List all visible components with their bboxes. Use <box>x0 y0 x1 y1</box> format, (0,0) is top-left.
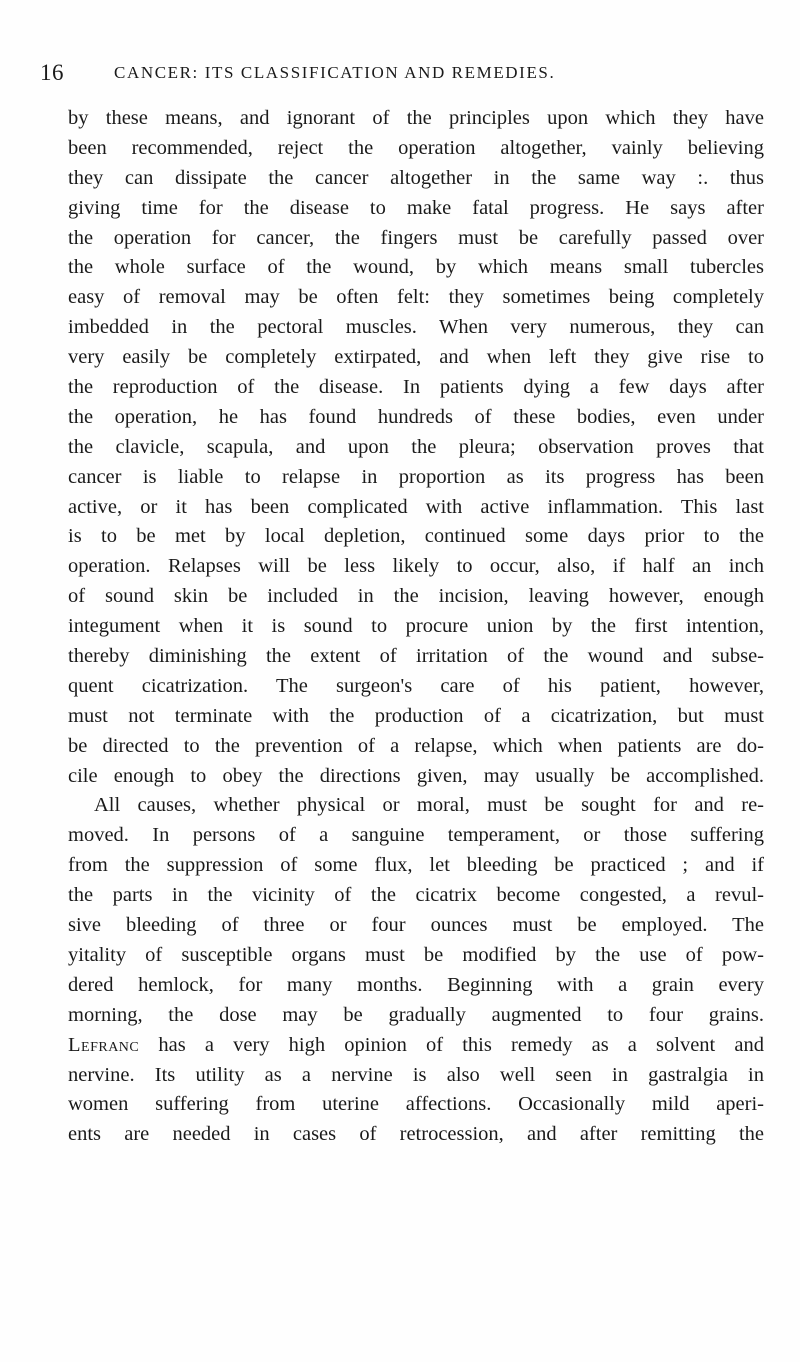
text-line: the reproduction of the disease. In patients dying a few days after <box>68 376 764 399</box>
text-line: the whole surface of the wound, by which means small tubercles <box>68 256 764 279</box>
text-line: quent cicatrization. The surgeon's care of his patient, however, <box>68 674 764 697</box>
text-line: women suffering from uterine affections. Occasionally mild aperi- <box>68 1093 764 1116</box>
text-line-with-name <box>68 1031 764 1061</box>
text-line: very easily be completely extirpated, and when left they give rise to <box>68 346 764 369</box>
running-head <box>40 60 764 90</box>
text-line: morning, the dose may be gradually augmented to four grains. <box>68 1003 764 1026</box>
text-line: operation. Relapses will be less likely to occur, also, if half an inch <box>68 555 764 578</box>
text-line: giving time for the disease to make fatal progress. He says after <box>68 196 764 219</box>
text-line: must not terminate with the production of a cicatrization, but must <box>68 704 764 727</box>
text-line: cile enough to obey the directions given, may usually be accomplished. <box>68 764 764 787</box>
page-number: 16 <box>40 60 64 85</box>
text-line: sive bleeding of three or four ounces must be employed. The <box>68 914 764 937</box>
text-line: thereby diminishing the extent of irritation of the wound and subse- <box>68 645 764 668</box>
text-line: been recommended, reject the operation altogether, vainly believing <box>68 136 764 159</box>
text-line: be directed to the prevention of a relapse, which when patients are do- <box>68 734 764 757</box>
text-line: dered hemlock, for many months. Beginning with a grain every <box>68 973 764 996</box>
text-line: the clavicle, scapula, and upon the pleura; observation proves that <box>68 435 764 458</box>
author-name-smallcaps: Lefranc <box>68 1033 140 1056</box>
text-line: cancer is liable to relapse in proportion as its progress has been <box>68 465 764 488</box>
text-line: moved. In persons of a sanguine temperament, or those suffering <box>68 824 764 847</box>
text-line: is to be met by local depletion, continued some days prior to the <box>68 525 764 548</box>
text-line: the parts in the vicinity of the cicatrix become congested, a revul- <box>68 884 764 907</box>
text-line: by these means, and ignorant of the principles upon which they have <box>68 107 764 129</box>
text-line-rest: has a very high opinion of this remedy as a solvent and <box>158 1033 764 1056</box>
text-line: the operation, he has found hundreds of these bodies, even under <box>68 405 764 428</box>
text-line: ents are needed in cases of retrocession, and after remitting the <box>68 1123 764 1146</box>
text-line: from the suppression of some flux, let bleeding be practiced ; and if <box>68 854 764 877</box>
text-line: All causes, whether physical or moral, must be sought for and re- <box>94 794 764 817</box>
text-line: active, or it has been complicated with active inflammation. This last <box>68 495 764 518</box>
text-line: the operation for cancer, the fingers must be carefully passed over <box>68 226 764 249</box>
body-text <box>68 104 764 1150</box>
text-line: they can dissipate the cancer altogether in the same way :. thus <box>68 166 764 189</box>
running-head-title: CANCER: ITS CLASSIFICATION AND REMEDIES. <box>114 63 556 82</box>
text-line: easy of removal may be often felt: they sometimes being completely <box>68 286 764 309</box>
text-line: nervine. Its utility as a nervine is also well seen in gastralgia in <box>68 1063 764 1086</box>
text-line: of sound skin be included in the incision, leaving however, enough <box>68 585 764 608</box>
text-line: imbedded in the pectoral muscles. When very numerous, they can <box>68 316 764 339</box>
text-line: yitality of susceptible organs must be modified by the use of pow- <box>68 943 764 966</box>
text-line: integument when it is sound to procure union by the first intention, <box>68 615 764 638</box>
